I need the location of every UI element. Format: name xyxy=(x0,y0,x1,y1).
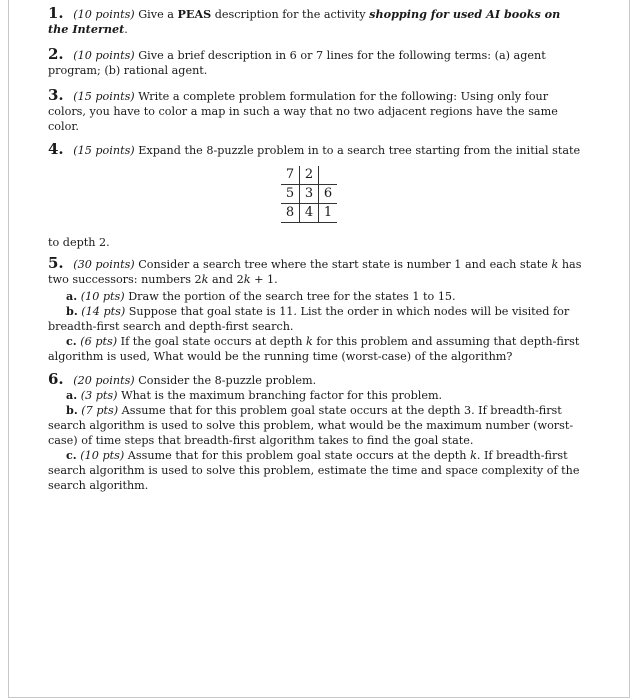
q5b-points: (14 pts) xyxy=(81,305,126,318)
puzzle-cell: 4 xyxy=(300,204,319,223)
puzzle-row xyxy=(281,204,337,223)
q6-text: Consider the 8-puzzle problem. xyxy=(138,374,317,387)
q6c-text-1: Assume that for this problem goal state occurs at the depth xyxy=(127,449,467,462)
q1-points: (10 points) xyxy=(73,8,135,21)
q1-activity: shopping for used AI books on the Internet xyxy=(48,7,561,36)
q4-number: 4. xyxy=(48,140,64,158)
q1-peas: PEAS xyxy=(177,7,212,21)
q6b-text: Assume that for this problem goal state occurs at the depth 3. If breadth-first search algorithm is used to solve this problem, what would be the maximum number (worst-case) of time steps that breadth-first algorithm takes to find the goal state. xyxy=(48,404,574,447)
q3-number: 3. xyxy=(48,86,64,104)
q6-number: 6. xyxy=(48,370,64,388)
q5-text-2: has two successors: numbers 2 xyxy=(48,258,582,286)
puzzle-row xyxy=(281,166,337,185)
q3-text: Write a complete problem formulation for the following: Using only four colors, you have to color a map in such a way that no two adjacent regions have the same color. xyxy=(48,90,558,133)
q6-part-a xyxy=(48,388,584,403)
q3-points: (15 points) xyxy=(73,90,135,103)
q5c-text-1: If the goal state occurs at depth xyxy=(120,335,303,348)
puzzle-cell: 3 xyxy=(300,185,319,204)
q2-text: Give a brief description in 6 or 7 lines for the following terms: (a) agent program; (b) rational agent. xyxy=(48,49,546,77)
q5-var-k: k xyxy=(243,273,251,286)
q6c-text-2: . If breadth-first search algorithm is used to solve this problem, estimate the time and space complexity of the search algorithm. xyxy=(48,449,580,492)
puzzle-cell: 8 xyxy=(281,204,300,223)
q5-text-1: Consider a search tree where the start state is number 1 and each state xyxy=(138,258,548,271)
q5b-text: Suppose that goal state is 11. List the order in which nodes will be visited for breadth-first search and depth-first search. xyxy=(48,305,570,333)
q1-number: 1. xyxy=(48,4,64,22)
q4-after xyxy=(48,235,584,250)
q5a-label: a. xyxy=(66,289,78,303)
q5c-var-k: k xyxy=(305,335,313,348)
assignment-body xyxy=(48,6,584,493)
q6a-text: What is the maximum branching factor for this problem. xyxy=(121,389,443,402)
q5c-text-2: for this problem and assuming that depth-first algorithm is used, What would be the running time (worst-case) of the algorithm? xyxy=(48,335,580,363)
q5-points: (30 points) xyxy=(73,258,135,271)
puzzle-wrap xyxy=(48,166,584,223)
q5b-label: b. xyxy=(66,304,78,318)
puzzle-row xyxy=(281,185,337,204)
puzzle-cell: 1 xyxy=(319,204,338,223)
q6c-points: (10 pts) xyxy=(80,449,125,462)
q5-part-a xyxy=(48,289,584,304)
q5-var-k: k xyxy=(551,258,559,271)
q5-part-b xyxy=(48,304,584,334)
question-1 xyxy=(48,6,584,37)
q6a-label: a. xyxy=(66,388,78,402)
q1-text-pre: Give a xyxy=(138,8,174,21)
puzzle-cell: 7 xyxy=(281,166,300,185)
q5a-text: Draw the portion of the search tree for the states 1 to 15. xyxy=(128,290,456,303)
question-2 xyxy=(48,47,584,78)
q4-text: Expand the 8-puzzle problem in to a search tree starting from the initial state xyxy=(138,144,581,157)
puzzle-grid xyxy=(281,166,337,223)
puzzle-cell: 2 xyxy=(300,166,319,185)
q5-text-4: + 1. xyxy=(254,273,278,286)
q5-part-c xyxy=(48,334,584,364)
q5-var-k: k xyxy=(201,273,209,286)
puzzle-cell xyxy=(319,166,338,185)
q4-points: (15 points) xyxy=(73,144,135,157)
q5c-points: (6 pts) xyxy=(80,335,118,348)
q1-text-mid: description for the activity xyxy=(214,8,366,21)
puzzle-cell: 6 xyxy=(319,185,338,204)
question-4 xyxy=(48,142,584,158)
q6c-label: c. xyxy=(66,448,77,462)
q5c-label: c. xyxy=(66,334,77,348)
q1-end: . xyxy=(124,23,128,36)
question-5 xyxy=(48,256,584,287)
q5-text-3: and 2 xyxy=(212,273,244,286)
question-6 xyxy=(48,372,584,388)
q6-part-c xyxy=(48,448,584,493)
puzzle-cell: 5 xyxy=(281,185,300,204)
q6b-points: (7 pts) xyxy=(81,404,119,417)
q6-points: (20 points) xyxy=(73,374,135,387)
question-3 xyxy=(48,88,584,134)
q6c-var-k: k xyxy=(470,449,477,462)
q6a-points: (3 pts) xyxy=(80,389,118,402)
q5a-points: (10 pts) xyxy=(80,290,125,303)
q6b-label: b. xyxy=(66,403,78,417)
q4-after-text: to depth 2. xyxy=(48,236,110,249)
q2-number: 2. xyxy=(48,45,64,63)
q2-points: (10 points) xyxy=(73,49,135,62)
document-page xyxy=(8,0,630,698)
q5-number: 5. xyxy=(48,254,64,272)
q6-part-b xyxy=(48,403,584,448)
